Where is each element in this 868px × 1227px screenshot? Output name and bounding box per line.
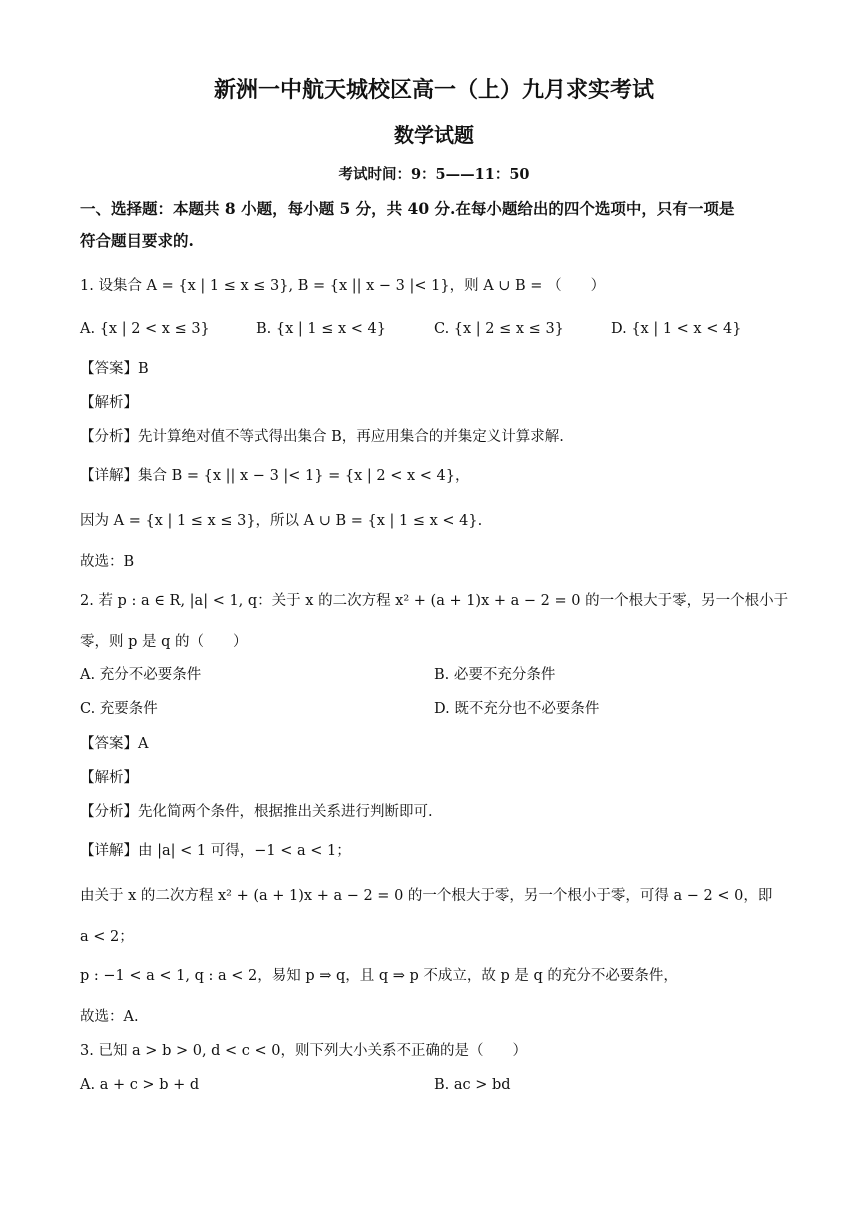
question-1-option-b: B. {x | 1 ≤ x < 4}	[256, 321, 386, 337]
question-1-detail-1: 【详解】集合 B = {x || x − 3 |< 1} = {x | 2 < x < 4}，	[80, 468, 470, 484]
question-3-option-b: B. ac > bd	[434, 1077, 511, 1093]
section-heading-cont: 符合题目要求的.	[80, 231, 194, 250]
question-2-detail-4: p : −1 < a < 1, q : a < 2，易知 p ⇒ q，且 q ⇒ p 不成立，故 p 是 q 的充分不必要条件，	[80, 968, 678, 984]
question-3-stem: 3. 已知 a > b > 0, d < c < 0，则下列大小关系不正确的是（ ）	[80, 1043, 528, 1059]
question-1-fenxi: 【分析】先计算绝对值不等式得出集合 B，再应用集合的并集定义计算求解.	[80, 429, 564, 445]
question-1-choice: 故选：B	[80, 554, 135, 570]
question-2-option-a: A. 充分不必要条件	[80, 667, 202, 683]
exam-title: 新洲一中航天城校区高一（上）九月求实考试	[213, 77, 654, 103]
exam-subtitle: 数学试题	[394, 123, 474, 147]
question-2-option-b: B. 必要不充分条件	[434, 667, 556, 683]
question-2-choice: 故选：A.	[80, 1009, 139, 1025]
question-2-option-d: D. 既不充分也不必要条件	[434, 701, 600, 717]
question-2-stem-2: 零，则 p 是 q 的（ ）	[80, 634, 248, 650]
question-2-analysis-label: 【解析】	[80, 770, 138, 786]
question-2-detail-1: 【详解】由 |a| < 1 可得，−1 < a < 1；	[80, 843, 351, 859]
question-2-detail-3: a < 2；	[80, 929, 134, 945]
question-1-detail-2: 因为 A = {x | 1 ≤ x ≤ 3}，所以 A ∪ B = {x | 1 ≤ x < 4}.	[80, 513, 483, 529]
section-heading: 一、选择题：本题共 8 小题，每小题 5 分，共 40 分.在每小题给出的四个选项中，只有一项是	[80, 199, 735, 218]
question-1-option-d: D. {x | 1 < x < 4}	[611, 321, 742, 337]
question-1-answer: 【答案】B	[80, 361, 149, 377]
question-1-analysis-label: 【解析】	[80, 395, 138, 411]
question-1-option-a: A. {x | 2 < x ≤ 3}	[80, 321, 210, 337]
question-2-detail-2: 由关于 x 的二次方程 x² + (a + 1)x + a − 2 = 0 的一个根大于零，另一个根小于零，可得 a − 2 < 0，即	[80, 888, 773, 904]
question-1-option-c: C. {x | 2 ≤ x ≤ 3}	[434, 321, 564, 337]
exam-time: 考试时间：9：5——11：50	[338, 166, 530, 183]
question-2-option-c: C. 充要条件	[80, 701, 158, 717]
question-2-stem-1: 2. 若 p : a ∈ R, |a| < 1, q：关于 x 的二次方程 x² + (a + 1)x + a − 2 = 0 的一个根大于零，另一个根小于	[80, 593, 789, 609]
question-3-option-a: A. a + c > b + d	[80, 1077, 200, 1093]
question-2-fenxi: 【分析】先化简两个条件，根据推出关系进行判断即可.	[80, 804, 433, 820]
question-1-stem: 1. 设集合 A = {x | 1 ≤ x ≤ 3}, B = {x || x − 3 |< 1}，则 A ∪ B = （ ）	[80, 278, 606, 294]
question-2-answer: 【答案】A	[80, 736, 149, 752]
